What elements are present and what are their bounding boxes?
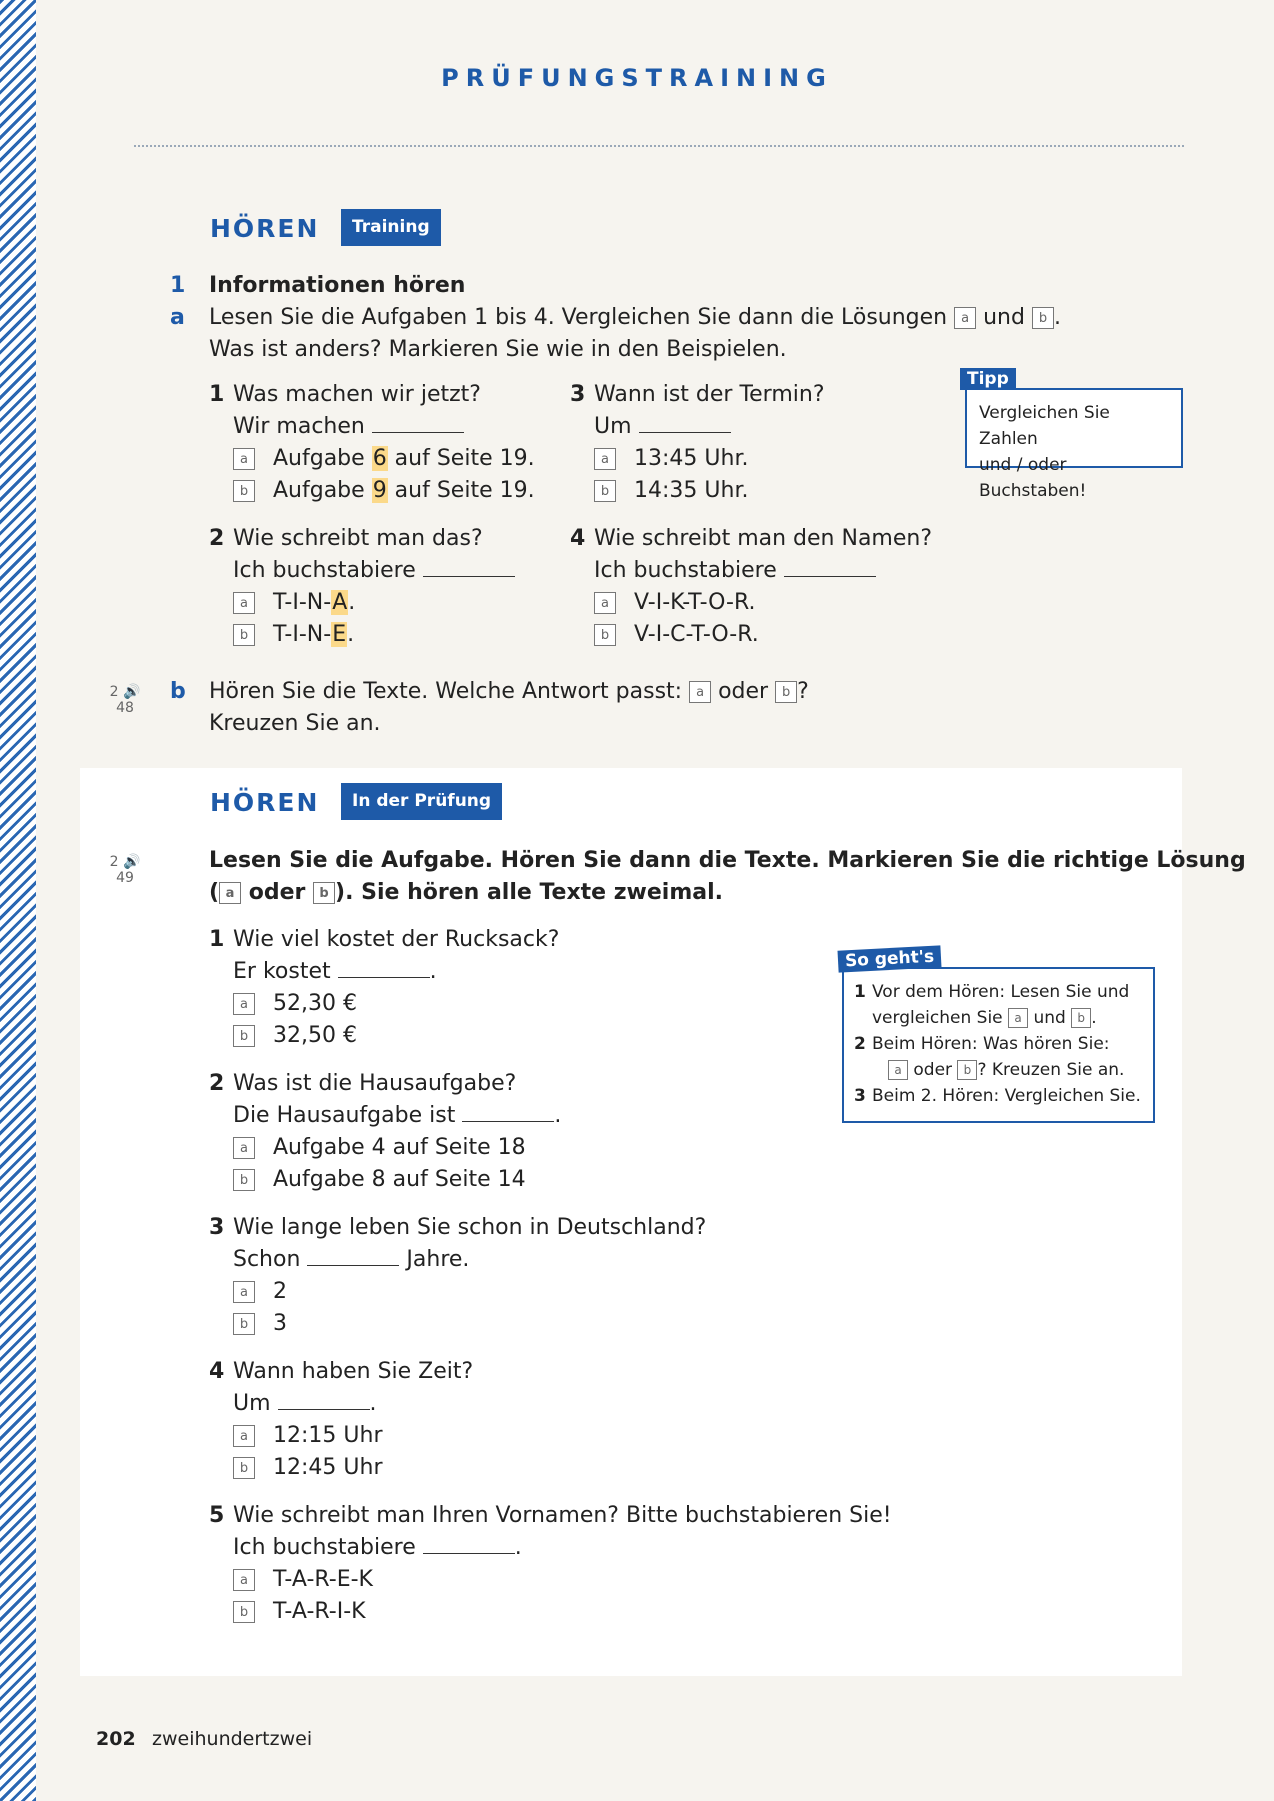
option-b[interactable]: b T-A-R-I-K bbox=[233, 1596, 892, 1628]
question: Wie viel kostet der Rucksack? bbox=[233, 927, 560, 952]
prompt: Um bbox=[594, 411, 825, 443]
subtask-a-instruction-line2: Was ist anders? Markieren Sie wie in den Beispielen. bbox=[209, 337, 787, 362]
option-b[interactable]: b 3 bbox=[233, 1308, 706, 1340]
exam-item-5: 5 Wie schreibt man Ihren Vornamen? Bitte buchstabieren Sie! Ich buchstabiere . a T-A-R-E-K b T-A-R-I-K bbox=[209, 1500, 892, 1628]
option-b[interactable]: b V-I-C-T-O-R. bbox=[594, 619, 932, 651]
option-box-a: a bbox=[954, 307, 976, 329]
option-a[interactable]: a 13:45 Uhr. bbox=[594, 443, 825, 475]
prompt: Wir machen bbox=[233, 411, 535, 443]
task-title: Informationen hören bbox=[209, 273, 466, 298]
prompt: Ich buchstabiere bbox=[233, 555, 515, 587]
answer-blank bbox=[784, 556, 876, 577]
tipp-label: Tipp bbox=[960, 368, 1016, 390]
speaker-icon: 🔊 bbox=[122, 684, 141, 700]
page-number-word: zweihundertzwei bbox=[152, 1728, 313, 1750]
option-a[interactable]: a V-I-K-T-O-R. bbox=[594, 587, 932, 619]
answer-blank bbox=[338, 957, 430, 978]
answer-blank bbox=[307, 1245, 399, 1266]
answer-blank bbox=[423, 556, 515, 577]
option-b[interactable]: b 14:35 Uhr. bbox=[594, 475, 825, 507]
answer-blank bbox=[639, 412, 731, 433]
exam-item-1: 1 Wie viel kostet der Rucksack? Er kostet . a 52,30 € b 32,50 € bbox=[209, 924, 559, 1052]
exam-item-4: 4 Wann haben Sie Zeit? Um . a 12:15 Uhr b 12:45 Uhr bbox=[209, 1356, 473, 1484]
option-a[interactable]: a Aufgabe 4 auf Seite 18 bbox=[233, 1132, 561, 1164]
prompt: Die Hausaufgabe ist . bbox=[233, 1103, 562, 1128]
prompt: Er kostet . bbox=[233, 959, 437, 984]
task-number: 1 bbox=[170, 273, 186, 298]
question: Wie schreibt man den Namen? bbox=[594, 526, 933, 551]
training-tag: Training bbox=[341, 209, 441, 246]
question: Wie schreibt man Ihren Vornamen? Bitte buchstabieren Sie! bbox=[233, 1503, 892, 1528]
decorative-stripe bbox=[0, 0, 36, 1801]
option-a[interactable]: a T-A-R-E-K bbox=[233, 1564, 892, 1596]
sogehts-box: 1 Vor dem Hören: Lesen Sie und vergleichen Sie a und b . 2 Beim Hören: Was hören Sie: a oder b ? Kreuzen Sie an. 3 Beim 2. Hören: Vergleichen Sie. bbox=[842, 967, 1155, 1123]
option-b[interactable]: b Aufgabe 9 auf Seite 19. bbox=[233, 475, 535, 507]
option-b[interactable]: b T-I-N-E. bbox=[233, 619, 515, 651]
prompt: Schon Jahre. bbox=[233, 1247, 470, 1272]
answer-blank bbox=[462, 1101, 554, 1122]
training-item-2: 2 Wie schreibt man das? Ich buchstabiere a T-I-N-A. b T-I-N-E. bbox=[209, 523, 515, 651]
option-a[interactable]: a 2 bbox=[233, 1276, 706, 1308]
audio-track-49[interactable]: 2 🔊 49 bbox=[109, 854, 141, 886]
dotted-divider bbox=[134, 145, 1184, 147]
option-a[interactable]: a T-I-N-A. bbox=[233, 587, 515, 619]
question: Wie lange leben Sie schon in Deutschland? bbox=[233, 1215, 707, 1240]
sogehts-label: So geht's bbox=[837, 945, 941, 972]
answer-blank bbox=[278, 1389, 370, 1410]
training-item-1: 1 Was machen wir jetzt? Wir machen a Aufgabe 6 auf Seite 19. b Aufgabe 9 auf Seite 19. bbox=[209, 379, 535, 507]
tipp-box: Vergleichen Sie Zahlen und / oder Buchstaben! bbox=[965, 388, 1183, 468]
option-box-b: b bbox=[1032, 307, 1054, 329]
speaker-icon: 🔊 bbox=[122, 854, 141, 870]
exam-instruction-line2: ( a oder b ). Sie hören alle Texte zweimal. bbox=[209, 880, 724, 905]
option-a[interactable]: a 52,30 € bbox=[233, 988, 559, 1020]
option-a[interactable]: a 12:15 Uhr bbox=[233, 1420, 473, 1452]
question: Wann ist der Termin? bbox=[594, 382, 825, 407]
exam-item-3: 3 Wie lange leben Sie schon in Deutschland? Schon Jahre. a 2 b 3 bbox=[209, 1212, 706, 1340]
question: Was machen wir jetzt? bbox=[233, 382, 481, 407]
page-number: 202 bbox=[96, 1728, 136, 1750]
training-item-3: 3 Wann ist der Termin? Um a 13:45 Uhr. b 14:35 Uhr. bbox=[570, 379, 825, 507]
training-section-title: HÖREN bbox=[210, 214, 320, 243]
prompt: Ich buchstabiere bbox=[594, 555, 932, 587]
option-b[interactable]: b Aufgabe 8 auf Seite 14 bbox=[233, 1164, 561, 1196]
subtask-b-instruction-line1: Hören Sie die Texte. Welche Antwort passt: a oder b ? bbox=[209, 679, 809, 704]
subtask-a-instruction-line1: Lesen Sie die Aufgaben 1 bis 4. Vergleichen Sie dann die Lösungen a und b . bbox=[209, 305, 1061, 330]
option-b[interactable]: b 32,50 € bbox=[233, 1020, 559, 1052]
exam-item-2: 2 Was ist die Hausaufgabe? Die Hausaufgabe ist . a Aufgabe 4 auf Seite 18 b Aufgabe 8 auf Seite 14 bbox=[209, 1068, 561, 1196]
exam-section-title: HÖREN bbox=[210, 788, 320, 817]
question: Wie schreibt man das? bbox=[233, 526, 483, 551]
audio-track-48[interactable]: 2 🔊 48 bbox=[109, 684, 141, 716]
question: Was ist die Hausaufgabe? bbox=[233, 1071, 517, 1096]
prompt: Ich buchstabiere . bbox=[233, 1535, 522, 1560]
option-b[interactable]: b 12:45 Uhr bbox=[233, 1452, 473, 1484]
exam-instruction-line1: Lesen Sie die Aufgabe. Hören Sie dann die Texte. Markieren Sie die richtige Lösung bbox=[209, 848, 1246, 873]
answer-blank bbox=[423, 1533, 515, 1554]
training-item-4: 4 Wie schreibt man den Namen? Ich buchstabiere a V-I-K-T-O-R. b V-I-C-T-O-R. bbox=[570, 523, 932, 651]
answer-blank bbox=[372, 412, 464, 433]
subtask-a-letter: a bbox=[170, 305, 185, 330]
prompt: Um . bbox=[233, 1391, 377, 1416]
subtask-b-letter: b bbox=[170, 679, 186, 704]
subtask-b-instruction-line2: Kreuzen Sie an. bbox=[209, 711, 381, 736]
option-a[interactable]: a Aufgabe 6 auf Seite 19. bbox=[233, 443, 535, 475]
exam-tag: In der Prüfung bbox=[341, 783, 502, 820]
question: Wann haben Sie Zeit? bbox=[233, 1359, 474, 1384]
page-header: PRÜFUNGSTRAINING bbox=[441, 64, 833, 92]
